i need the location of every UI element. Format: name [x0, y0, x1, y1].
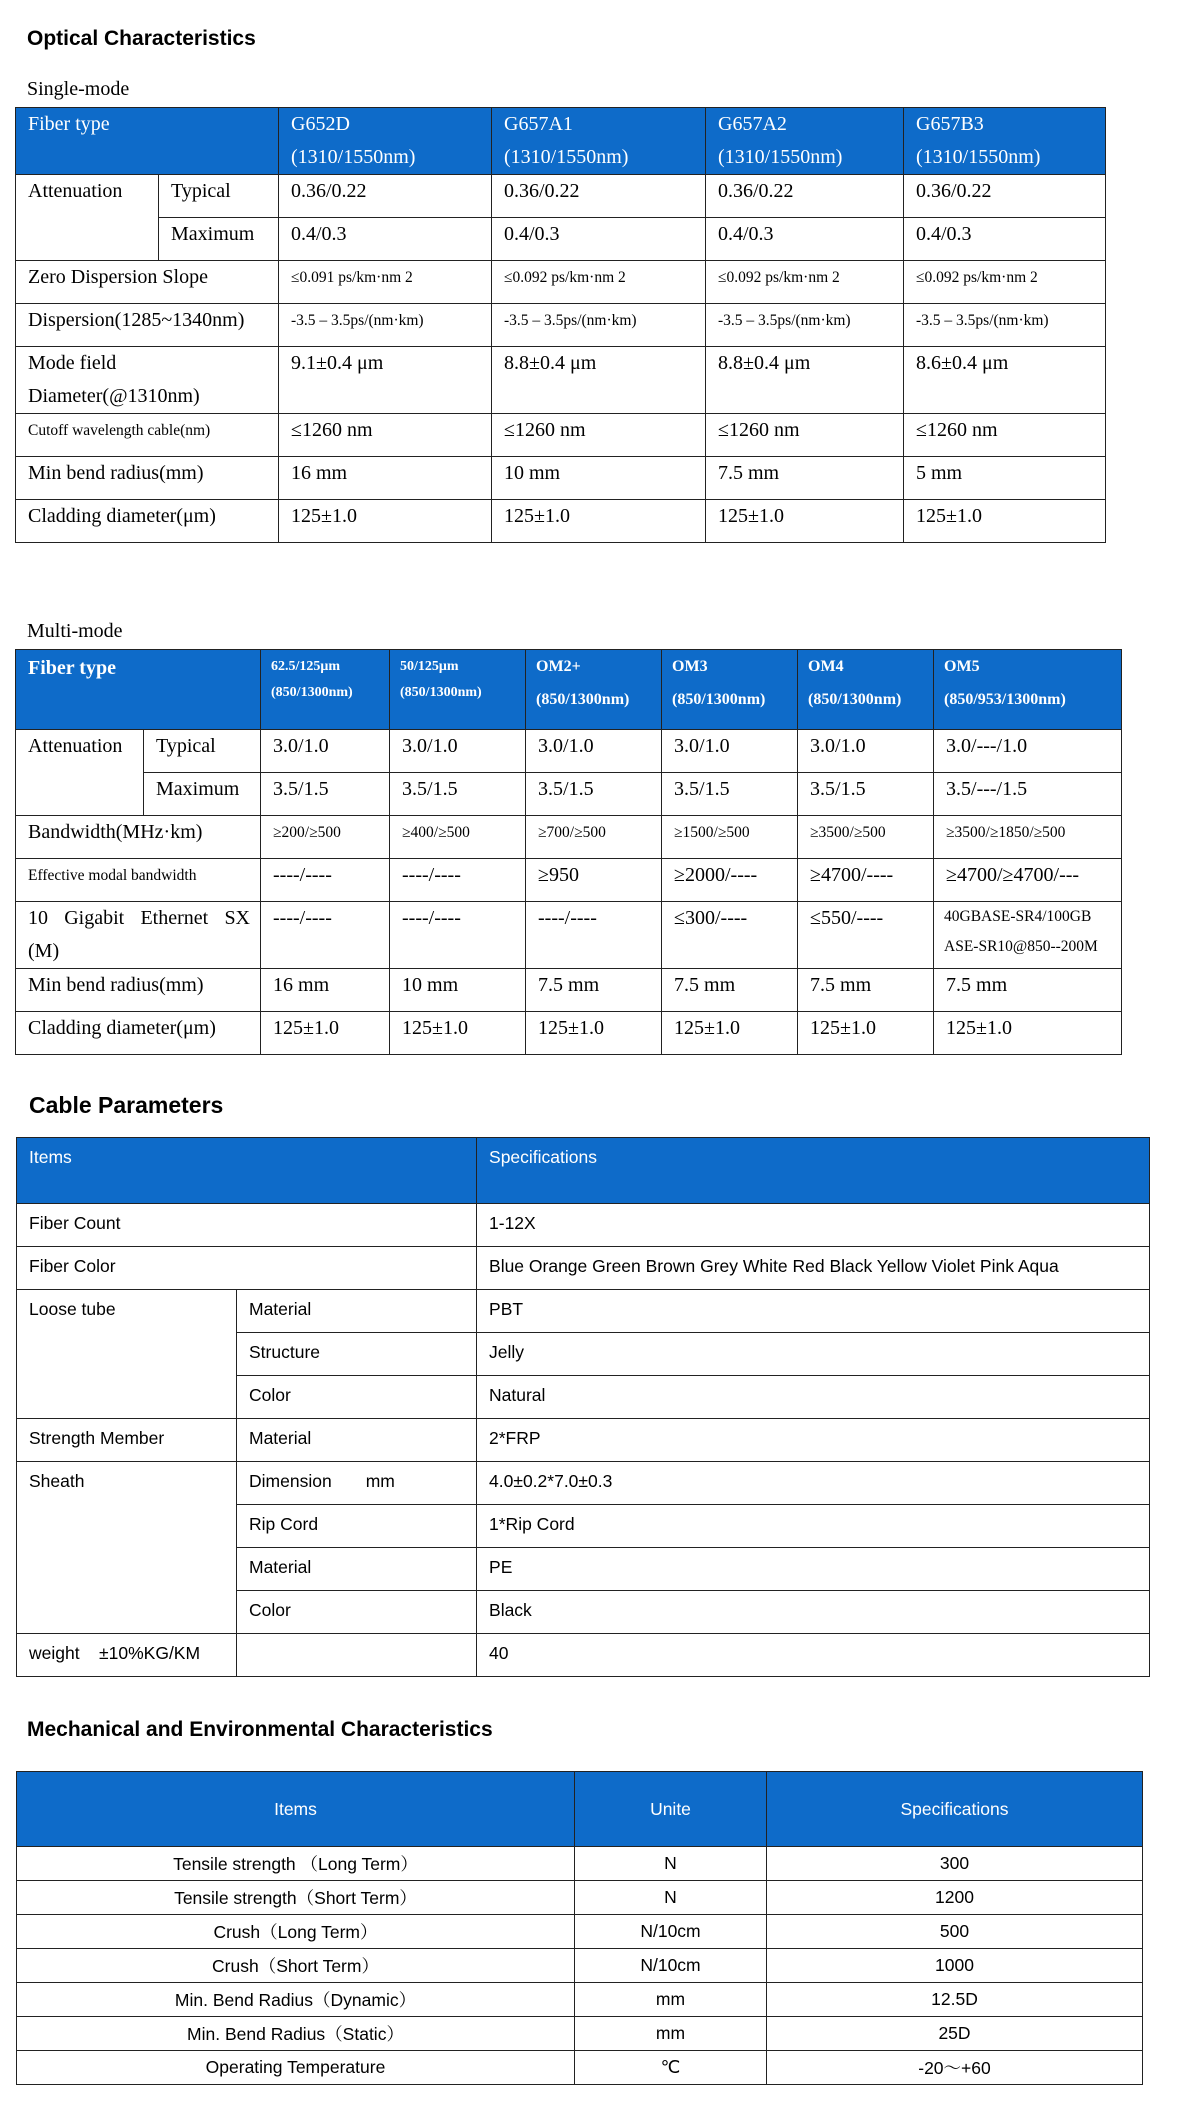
table-cell: 1-12X [477, 1204, 1150, 1247]
items-header: Items [17, 1138, 477, 1204]
row-label: Cladding diameter(μm) [16, 500, 279, 543]
table-cell: 500 [767, 1915, 1143, 1949]
table-row [16, 773, 1122, 816]
table-cell: 7.5 mm [798, 969, 934, 1012]
column-header: OM3 (850/1300nm) [662, 650, 798, 730]
table-row [16, 218, 1106, 261]
column-header: G657A1 (1310/1550nm) [492, 108, 706, 175]
table-row [16, 969, 1122, 1012]
table-row [17, 1290, 1150, 1333]
table-cell: Blue Orange Green Brown Grey White Red Black Yellow Violet Pink Aqua [477, 1247, 1150, 1290]
table-cell: Black [477, 1591, 1150, 1634]
table-cell: 125±1.0 [904, 500, 1106, 543]
table-cell: 12.5D [767, 1983, 1143, 2017]
table-row [17, 2017, 1143, 2051]
row-label: Cladding diameter(μm) [16, 1012, 261, 1055]
table-cell: 16 mm [261, 969, 390, 1012]
specifications-header: Specifications [477, 1138, 1150, 1204]
table-cell: ≤0.092 ps/km·nm 2 [492, 261, 706, 304]
sub-label: Material [237, 1548, 477, 1591]
row-label: Attenuation [16, 730, 144, 816]
table-cell: 40GBASE-SR4/100GB ASE-SR10@850--200M [934, 902, 1122, 969]
column-header: 50/125μm (850/1300nm) [390, 650, 526, 730]
table-cell: ≥3500/≥500 [798, 816, 934, 859]
mechanical-heading: Mechanical and Environmental Characteristics [27, 1718, 493, 1741]
table-cell: 3.0/1.0 [662, 730, 798, 773]
multi-mode-table [15, 649, 1122, 1055]
cable-parameters-table [16, 1137, 1150, 1677]
table-cell: 1200 [767, 1881, 1143, 1915]
table-cell: ≥4700/≥4700/--- [934, 859, 1122, 902]
row-label: Cutoff wavelength cable(nm) [16, 414, 279, 457]
table-row [17, 1634, 1150, 1677]
column-header: G657B3 (1310/1550nm) [904, 108, 1106, 175]
table-cell: N/10cm [575, 1949, 767, 1983]
table-cell: mm [575, 2017, 767, 2051]
table-cell: 3.0/1.0 [798, 730, 934, 773]
table-cell: 8.8±0.4 μm [492, 347, 706, 414]
table-cell: 125±1.0 [390, 1012, 526, 1055]
single-mode-caption: Single-mode [27, 78, 130, 100]
table-row [16, 414, 1106, 457]
table-cell: 0.4/0.3 [279, 218, 492, 261]
table-cell: 125±1.0 [706, 500, 904, 543]
sub-label: Maximum [159, 218, 279, 261]
table-cell: ≤300/---- [662, 902, 798, 969]
row-label: Dispersion(1285~1340nm) [16, 304, 279, 347]
table-cell: ≥700/≥500 [526, 816, 662, 859]
table-cell: ≥4700/---- [798, 859, 934, 902]
row-label: Strength Member [17, 1419, 237, 1462]
sub-label: Rip Cord [237, 1505, 477, 1548]
table-cell: 25D [767, 2017, 1143, 2051]
table-cell: 40 [477, 1634, 1150, 1677]
table-row [16, 730, 1122, 773]
table-cell: 3.5/---/1.5 [934, 773, 1122, 816]
table-row [17, 1204, 1150, 1247]
table-cell: 7.5 mm [662, 969, 798, 1012]
table-cell: 3.0/1.0 [261, 730, 390, 773]
table-row [16, 347, 1106, 414]
table-row [16, 1012, 1122, 1055]
table-cell: 0.4/0.3 [706, 218, 904, 261]
table-cell: N/10cm [575, 1915, 767, 1949]
column-header: OM2+ (850/1300nm) [526, 650, 662, 730]
table-cell: 1*Rip Cord [477, 1505, 1150, 1548]
table-cell: ≥3500/≥1850/≥500 [934, 816, 1122, 859]
table-cell: -20～+60 [767, 2051, 1143, 2085]
table-cell: 8.8±0.4 μm [706, 347, 904, 414]
table-cell: 3.5/1.5 [526, 773, 662, 816]
table-cell: ≤0.091 ps/km·nm 2 [279, 261, 492, 304]
sub-label: Maximum [144, 773, 261, 816]
table-cell: 125±1.0 [798, 1012, 934, 1055]
sub-label: Structure [237, 1333, 477, 1376]
row-label: Mode field Diameter(@1310nm) [16, 347, 279, 414]
single-mode-table [15, 107, 1106, 543]
sub-label: Typical [144, 730, 261, 773]
table-cell: ≥950 [526, 859, 662, 902]
table-cell: ----/---- [261, 902, 390, 969]
table-row [17, 1949, 1143, 1983]
specifications-header: Specifications [767, 1772, 1143, 1847]
table-cell: ≥400/≥500 [390, 816, 526, 859]
row-label: Min bend radius(mm) [16, 457, 279, 500]
table-cell: 5 mm [904, 457, 1106, 500]
table-cell: ≤0.092 ps/km·nm 2 [706, 261, 904, 304]
table-cell: 3.0/1.0 [526, 730, 662, 773]
items-header: Items [17, 1772, 575, 1847]
table-cell: Natural [477, 1376, 1150, 1419]
table-cell: 10 mm [390, 969, 526, 1012]
row-label: Zero Dispersion Slope [16, 261, 279, 304]
row-label: Fiber Color [17, 1247, 477, 1290]
table-row [17, 1462, 1150, 1505]
table-cell: Jelly [477, 1333, 1150, 1376]
table-cell: ≤1260 nm [706, 414, 904, 457]
table-cell: ≥1500/≥500 [662, 816, 798, 859]
table-row [16, 816, 1122, 859]
table-cell: mm [575, 1983, 767, 2017]
table-cell: 3.5/1.5 [390, 773, 526, 816]
table-cell: Min. Bend Radius（Static） [17, 2017, 575, 2051]
table-row [16, 902, 1122, 969]
table-cell: ≤0.092 ps/km·nm 2 [904, 261, 1106, 304]
optical-heading: Optical Characteristics [27, 27, 256, 50]
table-row [17, 1847, 1143, 1881]
table-row [16, 457, 1106, 500]
table-cell: ℃ [575, 2051, 767, 2085]
table-cell: 3.5/1.5 [662, 773, 798, 816]
column-header: 62.5/125μm (850/1300nm) [261, 650, 390, 730]
row-label: weight ±10%KG/KM [17, 1634, 237, 1677]
row-label: Loose tube [17, 1290, 237, 1419]
table-row [16, 261, 1106, 304]
table-cell: 0.36/0.22 [706, 175, 904, 218]
table-row [16, 859, 1122, 902]
table-row [17, 1419, 1150, 1462]
sub-label: Color [237, 1376, 477, 1419]
table-cell: ≤1260 nm [904, 414, 1106, 457]
table-cell: ----/---- [390, 859, 526, 902]
mechanical-table [16, 1771, 1143, 2085]
sub-label: Dimension mm [237, 1462, 477, 1505]
table-cell: 7.5 mm [706, 457, 904, 500]
column-header: OM5 (850/953/1300nm) [934, 650, 1122, 730]
sub-label: Color [237, 1591, 477, 1634]
table-row [17, 1881, 1143, 1915]
table-cell: Crush（Long Term） [17, 1915, 575, 1949]
table-cell: Operating Temperature [17, 2051, 575, 2085]
row-label: Effective modal bandwidth [16, 859, 261, 902]
sub-label: Typical [159, 175, 279, 218]
table-cell: 0.36/0.22 [904, 175, 1106, 218]
cable-heading: Cable Parameters [29, 1092, 224, 1118]
table-cell: N [575, 1881, 767, 1915]
table-cell: 125±1.0 [261, 1012, 390, 1055]
fiber-type-header: Fiber type [16, 650, 261, 730]
table-row [17, 2051, 1143, 2085]
table-cell: 125±1.0 [526, 1012, 662, 1055]
table-cell: 0.36/0.22 [492, 175, 706, 218]
multi-mode-caption: Multi-mode [27, 620, 123, 642]
table-cell: -3.5 – 3.5ps/(nm·km) [904, 304, 1106, 347]
table-cell: PBT [477, 1290, 1150, 1333]
column-header: G657A2 (1310/1550nm) [706, 108, 904, 175]
table-cell: ----/---- [261, 859, 390, 902]
table-cell: -3.5 – 3.5ps/(nm·km) [492, 304, 706, 347]
table-cell: PE [477, 1548, 1150, 1591]
table-cell: 8.6±0.4 μm [904, 347, 1106, 414]
table-cell: Tensile strength（Short Term） [17, 1881, 575, 1915]
table-cell: N [575, 1847, 767, 1881]
table-cell: 3.0/1.0 [390, 730, 526, 773]
table-cell: 300 [767, 1847, 1143, 1881]
table-row [16, 304, 1106, 347]
unite-header: Unite [575, 1772, 767, 1847]
table-cell: Min. Bend Radius（Dynamic） [17, 1983, 575, 2017]
table-row [16, 500, 1106, 543]
table-cell: 16 mm [279, 457, 492, 500]
table-cell: -3.5 – 3.5ps/(nm·km) [279, 304, 492, 347]
row-label: Attenuation [16, 175, 159, 261]
table-cell: 9.1±0.4 μm [279, 347, 492, 414]
table-cell [237, 1634, 477, 1677]
row-label: Min bend radius(mm) [16, 969, 261, 1012]
fiber-type-header: Fiber type [16, 108, 279, 175]
table-cell: ≤1260 nm [492, 414, 706, 457]
table-cell: 0.4/0.3 [492, 218, 706, 261]
row-label: Sheath [17, 1462, 237, 1634]
table-cell: 7.5 mm [934, 969, 1122, 1012]
table-cell: 1000 [767, 1949, 1143, 1983]
row-label: Fiber Count [17, 1204, 477, 1247]
table-cell: -3.5 – 3.5ps/(nm·km) [706, 304, 904, 347]
sub-label: Material [237, 1419, 477, 1462]
table-cell: 3.5/1.5 [261, 773, 390, 816]
table-cell: 125±1.0 [662, 1012, 798, 1055]
table-cell: ----/---- [390, 902, 526, 969]
table-cell: 3.5/1.5 [798, 773, 934, 816]
table-cell: 2*FRP [477, 1419, 1150, 1462]
table-row [17, 1247, 1150, 1290]
table-cell: 3.0/---/1.0 [934, 730, 1122, 773]
table-cell: ≥200/≥500 [261, 816, 390, 859]
table-cell: 0.4/0.3 [904, 218, 1106, 261]
table-cell: 125±1.0 [934, 1012, 1122, 1055]
table-row [17, 1983, 1143, 2017]
table-cell: 125±1.0 [279, 500, 492, 543]
sub-label: Material [237, 1290, 477, 1333]
table-cell: ----/---- [526, 902, 662, 969]
table-cell: Crush（Short Term） [17, 1949, 575, 1983]
table-cell: 4.0±0.2*7.0±0.3 [477, 1462, 1150, 1505]
table-row [17, 1915, 1143, 1949]
row-label: 10 Gigabit Ethernet SX (M) [16, 902, 261, 969]
table-cell: ≥2000/---- [662, 859, 798, 902]
table-row [16, 175, 1106, 218]
column-header: G652D (1310/1550nm) [279, 108, 492, 175]
row-label: Bandwidth(MHz·km) [16, 816, 261, 859]
table-cell: ≤550/---- [798, 902, 934, 969]
table-cell: 10 mm [492, 457, 706, 500]
table-cell: 125±1.0 [492, 500, 706, 543]
table-cell: 0.36/0.22 [279, 175, 492, 218]
table-cell: Tensile strength （Long Term） [17, 1847, 575, 1881]
table-cell: ≤1260 nm [279, 414, 492, 457]
table-cell: 7.5 mm [526, 969, 662, 1012]
column-header: OM4 (850/1300nm) [798, 650, 934, 730]
